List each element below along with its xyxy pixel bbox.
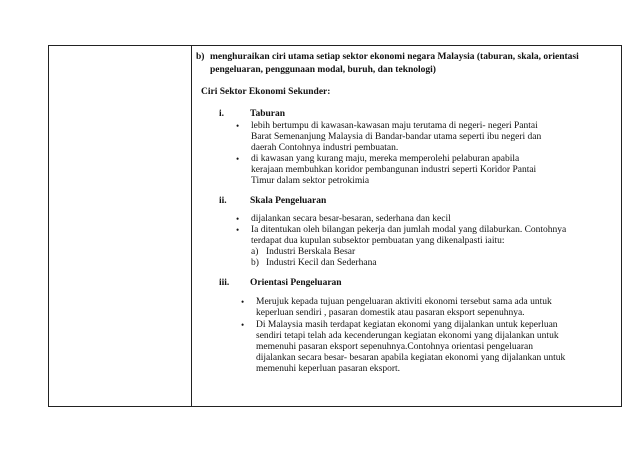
taburan-bullet-1-line-2: Barat Semenanjung Malaysia di Bandar-bandar utama seperti ibu negeri dan: [251, 132, 542, 142]
section-title-skala: Skala Pengeluaran: [250, 196, 327, 206]
section-heading: Ciri Sektor Ekonomi Sekunder:: [201, 87, 331, 97]
skala-sub-item-a: Industri Berskala Besar: [266, 247, 356, 257]
skala-bullet-2-line-2: terdapat dua kupulan subsektor pembuatan yang dikenalpasti iaitu:: [251, 236, 505, 246]
question-line-2: pengeluaran, penggunaan modal, buruh, dan teknologi): [210, 65, 436, 75]
bullet-icon: •: [236, 214, 240, 224]
section-title-orientasi: Orientasi Pengeluaran: [250, 278, 342, 288]
table-column-divider: [191, 45, 192, 406]
orientasi-bullet-1-line-2: keperluan sendiri , pasaran domestik atau pasaran eksport sepenuhnya.: [256, 308, 525, 318]
bullet-icon: •: [236, 225, 240, 235]
orientasi-bullet-2-line-4: dijalankan secara besar- besaran apabila kegiatan ekonomi yang dijalankan untuk: [256, 353, 566, 363]
section-number-skala: ii.: [219, 196, 227, 206]
bullet-icon: •: [236, 154, 240, 164]
orientasi-bullet-2-line-5: memenuhi keperluan pasaran eksport.: [256, 364, 401, 374]
bullet-icon: •: [236, 121, 240, 131]
section-number-orientasi: iii.: [219, 278, 230, 288]
taburan-bullet-2-line-3: Timur dalam sektor petrokimia: [251, 176, 370, 186]
orientasi-bullet-2-line-3: memenuhi pasaran eksport sepenuhnya.Contohnya orientasi pengeluaran: [256, 342, 533, 352]
table-left-border: [48, 45, 49, 406]
question-marker: b): [196, 52, 205, 62]
orientasi-bullet-2-line-1: Di Malaysia masih terdapat kegiatan ekonomi yang dijalankan untuk keperluan: [256, 320, 558, 330]
table-top-border: [48, 45, 622, 46]
orientasi-bullet-2-line-2: sendiri tetapi telah ada kecenderungan kegiatan ekonomi yang dijalankan untuk: [256, 331, 559, 341]
taburan-bullet-2-line-1: di kawasan yang kurang maju, mereka memperolehi pelaburan apabila: [251, 154, 520, 164]
skala-sub-item-b: Industri Kecil dan Sederhana: [266, 258, 377, 268]
skala-bullet-2-line-1: Ia ditentukan oleh bilangan pekerja dan jumlah modal yang dilaburkan. Contohnya: [251, 225, 567, 235]
section-number-taburan: i.: [219, 109, 225, 119]
taburan-bullet-1-line-1: lebih bertumpu di kawasan-kawasan maju terutama di negeri- negeri Pantai: [251, 121, 538, 131]
table-bottom-border: [48, 406, 622, 407]
taburan-bullet-2-line-2: kerajaan membuhkan koridor pembangunan industri seperti Koridor Pantai: [251, 165, 537, 175]
question-line-1: menghuraikan ciri utama setiap sektor ekonomi negara Malaysia (taburan, skala, orientasi: [210, 52, 579, 62]
table-right-border: [621, 45, 622, 406]
section-title-taburan: Taburan: [250, 109, 286, 119]
skala-sub-marker-a: a): [251, 247, 259, 257]
skala-bullet-1-line-1: dijalankan secara besar-besaran, sederhana dan kecil: [251, 214, 451, 224]
orientasi-bullet-1-line-1: Merujuk kepada tujuan pengeluaran aktiviti ekonomi tersebut sama ada untuk: [256, 297, 552, 307]
taburan-bullet-1-line-3: daerah Contohnya industri pembuatan.: [251, 143, 399, 153]
bullet-icon: •: [241, 297, 245, 307]
skala-sub-marker-b: b): [251, 258, 259, 268]
bullet-icon: •: [241, 320, 245, 330]
